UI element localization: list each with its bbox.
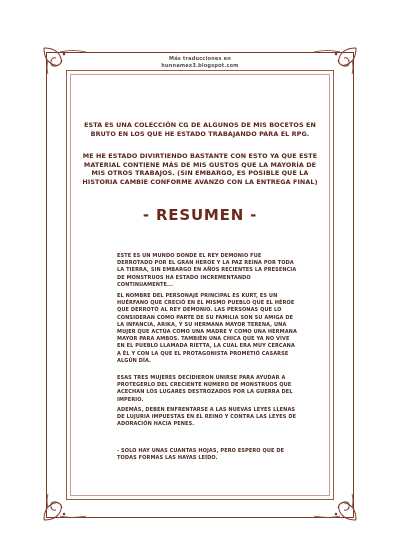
summary-paragraph-2: EL NOMBRE DEL PERSONAJE PRINCIPAL ES KURT, ES UN HUÉRFANO QUE CRECIÓ EN EL MISMO PUEBLO QUE EL HÉROE QUE DERROTÓ AL REY DEMONIO. LAS PERSONAS QUE LO CONSIDERAN COMO PARTE DE SU FAMILIA SON SU AMIGA DE LA INFANCIA, ARIKA, Y SU HERMANA MAYOR TERENA, UNA MUJER QUE ACTÚA COMO UNA MADRE Y COMO UNA HERMANA MAYOR PARA AMBOS. TAMBIÉN UNA CHICA QUE YA NO VIVE EN EL PUEBLO LLAMADA RIETTA, LA CUAL ERA MUY CERCANA A ÉL Y CON LA QUE EL PROTAGONISTA PROMETIÓ CASARSE ALGÚN DÍA. [117,293,297,364]
credit-line-1: Más traducciones en [169,56,231,62]
summary-paragraph-4: ADEMÁS, DEBEN ENFRENTARSE A LAS NUEVAS LEYES LLENAS DE LUJURIA IMPUESTAS EN EL REINO Y CONTRA LAS LEYES DE ADORACIÓN HACIA PENES. [117,407,297,428]
summary-paragraph-5: - SOLO HAY UNAS CUANTAS HOJAS, PERO ESPERO QUE DE TODAS FORMAS LAS HAYAS LEÍDO. [117,448,285,462]
corner-ornament-bottom-right [312,492,358,522]
summary-paragraph-3: ESAS TRES MUJERES DECIDIERON UNIRSE PARA AYUDAR A PROTEGERLO DEL CRECIENTE NÚMERO DE MONSTRUOS QUE ACECHAN LOS LUGARES DESTROZADOS POR LA GUERRA DEL IMPERIO. [117,375,293,403]
corner-ornament-bottom-left [42,492,88,522]
credit-url: hunnamex3.blogspot.com [161,63,239,69]
intro-paragraph-1: ESTA ES UNA COLECCIÓN CG DE ALGUNOS DE MIS BOCETOS EN BRUTO EN LOS QUE HE ESTADO TRABAJANDO PARA EL RPG. [84,121,316,138]
intro-paragraph-2: ME HE ESTADO DIVIRTIENDO BASTANTE CON ESTO YA QUE ESTE MATERIAL CONTIENE MÁS DE MIS GUSTOS QUE LA MAYORÍA DE MIS OTROS TRABAJOS. (SIN EMBARGO, ES POSIBLE QUE LA HISTORIA CAMBIE CONFORME AVANZO CON LA ENTREGA FINAL) [82,152,318,187]
summary-paragraph-1: ESTE ES UN MUNDO DONDE EL REY DEMONIO FUE DERROTADO POR EL GRAN HEROE Y LA PAZ REINA POR TODA LA TIERRA, SIN EMBARGO EN AÑOS RECIENTES LA PRESENCIA DE MONSTRUOS HA ESTADO INCREMENTANDO CONTINUAMENTE... [117,253,297,288]
summary-title: - RESUMEN - [142,206,258,224]
